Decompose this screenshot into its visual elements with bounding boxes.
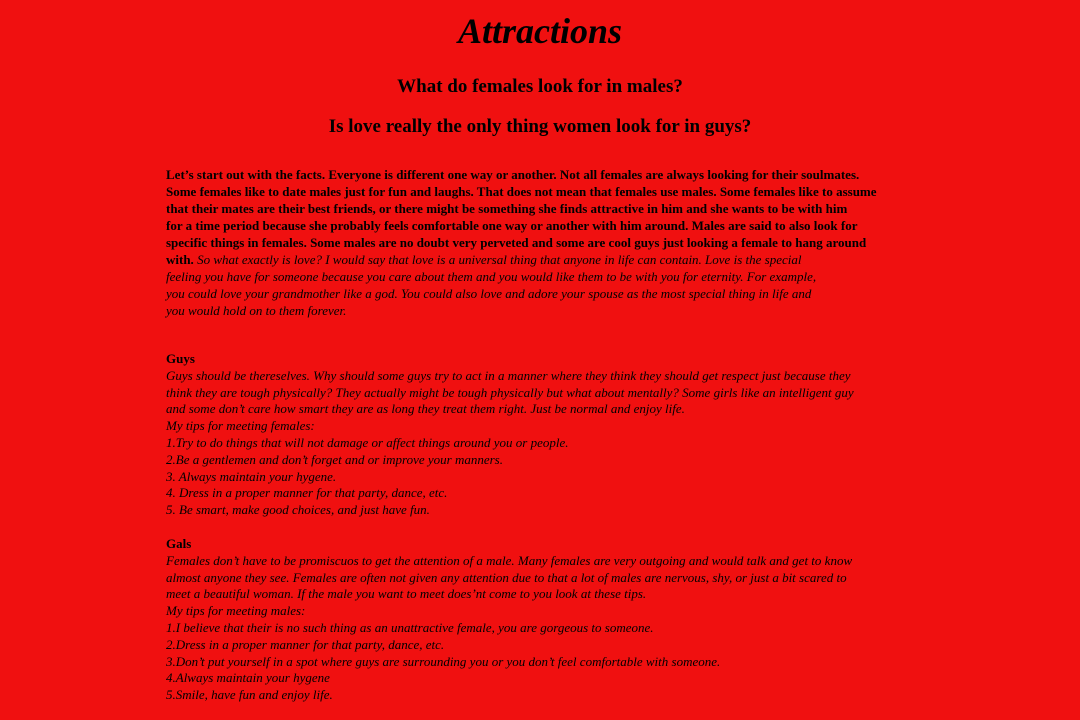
guys-tips-heading: My tips for meeting females: xyxy=(166,418,315,434)
intro-italic-line: you would hold on to them forever. xyxy=(166,303,347,318)
page-title: Attractions xyxy=(457,11,623,51)
guys-line: think they are tough physically? They actually might be tough physically but what about mentally? Some girls like an intelligent guy xyxy=(166,384,854,400)
gals-tip: 5.Smile, have fun and enjoy life. xyxy=(166,687,333,703)
guys-line: Guys should be thereselves. Why should some guys try to act in a manner where they think they should get respect just because they xyxy=(166,367,851,383)
intro-italic-start: So what exactly is love? I would say that love is a universal thing that anyone in life can contain. Love is the special xyxy=(193,252,802,267)
guys-line: and some don’t care how smart they are as long they treat them right. Just be normal and enjoy life. xyxy=(166,401,685,417)
gals-line: meet a beautiful woman. If the male you want to meet does’nt come to you look at these tips. xyxy=(166,586,647,602)
guys-tip: 1.Try to do things that will not damage or affect things around you or people. xyxy=(166,434,569,450)
gals-tip: 1.I believe that their is no such thing as an unattractive female, you are gorgeous to someone. xyxy=(166,619,654,635)
question-females: What do females look for in males? xyxy=(397,76,683,97)
gals-tip: 3.Don’t put yourself in a spot where guys are surrounding you or you don’t feel comfortable with someone. xyxy=(166,653,721,669)
guys-tip: 3. Always maintain your hygene. xyxy=(166,468,337,484)
gals-line: Females don’t have to be promiscuos to get the attention of a male. Many females are very outgoing and would talk and get to know xyxy=(166,552,853,568)
intro-bold-line: specific things in females. Some males are no doubt very perveted and some are cool guys just looking a female to hang around xyxy=(166,235,867,250)
guys-tip: 4. Dress in a proper manner for that party, dance, etc. xyxy=(166,485,448,501)
intro-paragraph xyxy=(166,166,946,319)
intro-italic-line: feeling you have for someone because you care about them and you would like them to be with you for eternity. For example, xyxy=(166,269,817,284)
guys-heading: Guys xyxy=(166,351,195,366)
intro-italic-line: you could love your grandmother like a god. You could also love and adore your spouse as the most special thing in life and xyxy=(166,286,812,301)
gals-tip: 4.Always maintain your hygene xyxy=(166,670,330,686)
gals-tip: 2.Dress in a proper manner for that party, dance, etc. xyxy=(166,636,445,652)
gals-line: almost anyone they see. Females are often not given any attention due to that a lot of males are nervous, shy, or just a bit scared to xyxy=(166,569,847,585)
intro-bold-line: that their mates are their best friends, or there might be something she finds attractive in him and she wants to be with him xyxy=(166,201,848,216)
gals-heading: Gals xyxy=(166,536,192,551)
gals-section xyxy=(166,536,946,704)
intro-bold-line: Let’s start out with the facts. Everyone is different one way or another. Not all females are always looking for their soulmates. xyxy=(166,167,860,182)
intro-bold-tail: with. xyxy=(166,252,194,267)
gals-tips-heading: My tips for meeting males: xyxy=(166,603,306,619)
intro-bold-line: Some females like to date males just for fun and laughs. That does not mean that females use males. Some females like to assume xyxy=(166,184,877,199)
guys-tip: 5. Be smart, make good choices, and just have fun. xyxy=(166,502,430,518)
guys-section xyxy=(166,351,946,519)
question-love: Is love really the only thing women look for in guys? xyxy=(328,116,752,137)
intro-bold-line: for a time period because she probably feels comfortable one way or another with him around. Males are said to also look for xyxy=(166,218,858,233)
guys-tip: 2.Be a gentlemen and don’t forget and or improve your manners. xyxy=(166,451,503,467)
